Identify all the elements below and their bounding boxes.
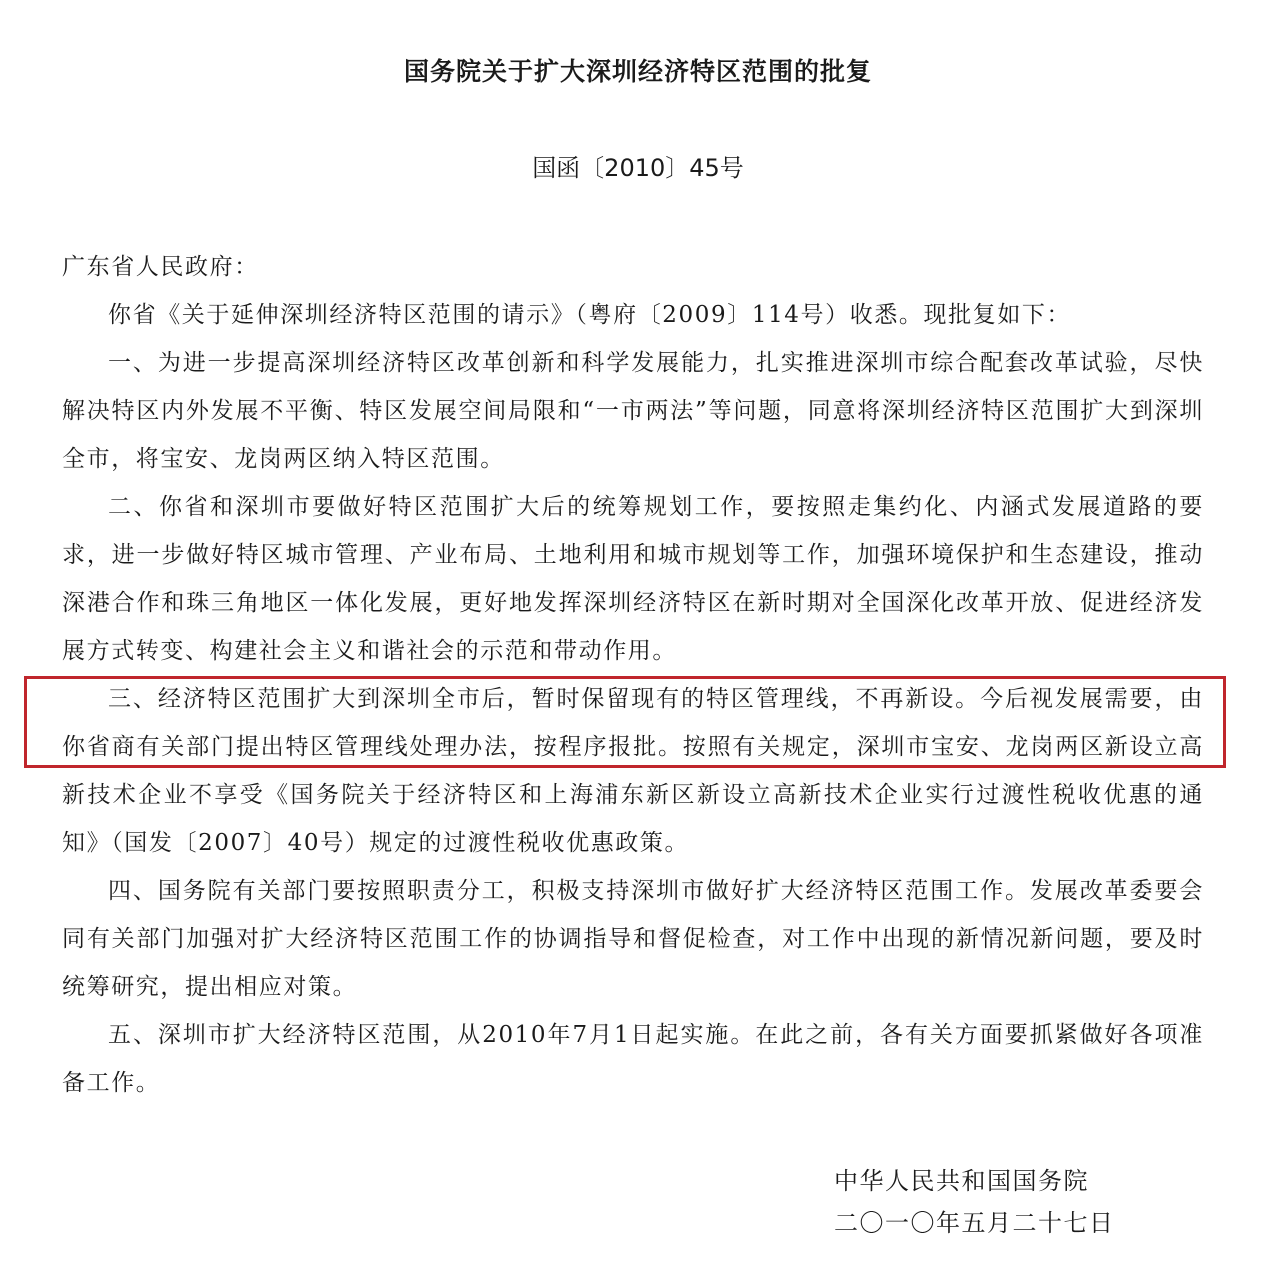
paragraph-item-3: 三、经济特区范围扩大到深圳全市后，暂时保留现有的特区管理线，不再新设。今后视发展需要，由你省商有关部门提出特区管理线处理办法，按程序报批。按照有关规定，深圳市宝安、龙岗两区新设立高新技术企业不享受《国务院关于经济特区和上海浦东新区新设立高新技术企业实行过渡性税收优惠的通知》（国发〔2007〕40号）规定的过渡性税收优惠政策。 xyxy=(62,686,1204,856)
paragraph-item-2: 二、你省和深圳市要做好特区范围扩大后的统筹规划工作，要按照走集约化、内涵式发展道路的要求，进一步做好特区城市管理、产业布局、土地利用和城市规划等工作，加强环境保护和生态建设，推动深港合作和珠三角地区一体化发展，更好地发挥深圳经济特区在新时期对全国深化改革开放、促进经济发展方式转变、构建社会主义和谐社会的示范和带动作用。 xyxy=(62,494,1204,664)
document-number: 国函〔2010〕45号 xyxy=(532,154,744,182)
signature-issuer: 中华人民共和国国务院 xyxy=(834,1167,1089,1195)
salutation: 广东省人民政府： xyxy=(62,254,259,280)
signature-date: 二〇一〇年五月二十七日 xyxy=(834,1209,1115,1237)
document-body xyxy=(62,243,1204,1107)
signature-block xyxy=(834,1160,1154,1244)
paragraph-item-5: 五、深圳市扩大经济特区范围，从2010年7月1日起实施。在此之前，各有关方面要抓紧做好各项准备工作。 xyxy=(62,1022,1204,1096)
paragraph-item-4: 四、国务院有关部门要按照职责分工，积极支持深圳市做好扩大经济特区范围工作。发展改革委要会同有关部门加强对扩大经济特区范围工作的协调指导和督促检查，对工作中出现的新情况新问题，要及时统筹研究，提出相应对策。 xyxy=(62,878,1204,1000)
document-title: 国务院关于扩大深圳经济特区范围的批复 xyxy=(403,57,872,86)
paragraph-item-1: 一、为进一步提高深圳经济特区改革创新和科学发展能力，扎实推进深圳市综合配套改革试验，尽快解决特区内外发展不平衡、特区发展空间局限和“一市两法”等问题，同意将深圳经济特区范围扩大到深圳全市，将宝安、龙岗两区纳入特区范围。 xyxy=(62,350,1204,472)
paragraph-intro: 你省《关于延伸深圳经济特区范围的请示》（粤府〔2009〕114号）收悉。现批复如下： xyxy=(108,302,1072,328)
